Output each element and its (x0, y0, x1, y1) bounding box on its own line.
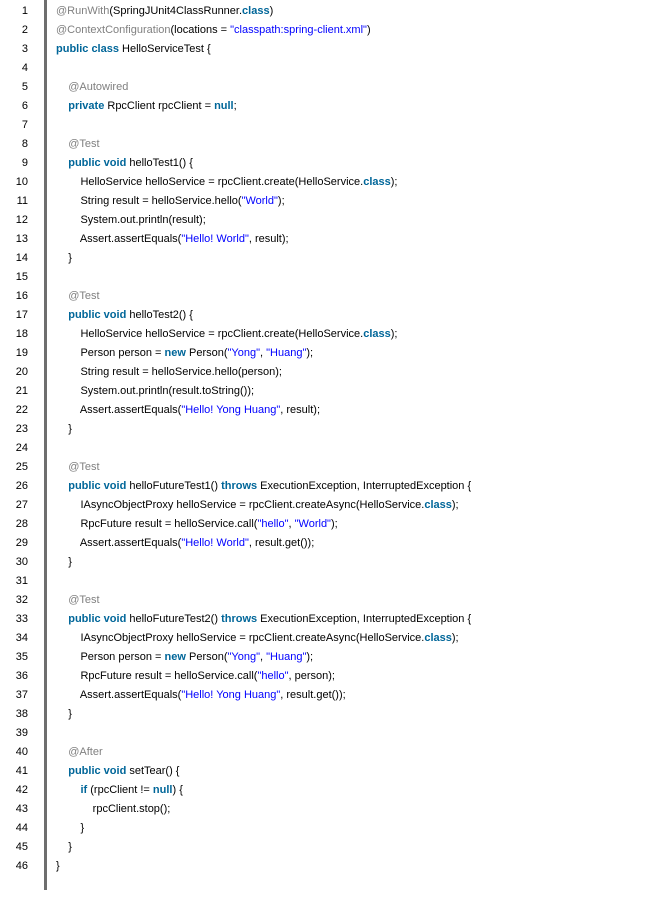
code-token (56, 746, 68, 758)
code-text (56, 762, 179, 781)
line-number: 10 (15, 175, 28, 188)
code-text (56, 2, 273, 21)
code-text (56, 477, 471, 496)
code-token: helloFutureTest2() (126, 613, 222, 626)
line-number: 38 (15, 708, 28, 721)
keyword-token: public void (68, 613, 127, 626)
line-number: 41 (15, 765, 28, 778)
line-number: 29 (15, 537, 28, 550)
code-text (56, 154, 193, 173)
line-number: 34 (15, 632, 28, 645)
code-token: ExecutionException, InterruptedException { (257, 480, 472, 492)
code-token: ); (451, 499, 459, 511)
keyword-token: public void (68, 308, 127, 321)
code-token: } (56, 822, 85, 835)
code-token: ); (330, 518, 338, 530)
code-token: Assert.assertEquals( (56, 403, 182, 416)
code-token: IAsyncObjectProxy helloService = rpcClient.createAsync(HelloService. (56, 499, 425, 511)
code-token: HelloService helloService = rpcClient.create(HelloService. (56, 327, 364, 340)
code-text (56, 800, 170, 819)
code-token: (rpcClient != (87, 784, 153, 797)
line-number: 46 (15, 860, 28, 873)
code-text (56, 610, 471, 629)
code-token: HelloServiceTest { (118, 42, 211, 55)
keyword-token: private (68, 99, 105, 112)
line-number: 31 (15, 575, 28, 588)
string-token: "Hello! Yong Huang" (181, 403, 281, 416)
code-text (56, 420, 72, 439)
code-token: } (56, 841, 72, 854)
code-token: RpcFuture result = helloService.call( (56, 518, 258, 530)
code-text (56, 287, 100, 306)
line-number: 5 (21, 80, 28, 93)
code-text (56, 192, 285, 211)
annotation-token: @Test (68, 137, 100, 150)
keyword-token: public void (68, 765, 127, 778)
code-token: , (288, 518, 295, 530)
code-text (56, 97, 237, 116)
code-text (56, 401, 320, 420)
keyword-token: null (152, 784, 173, 797)
annotation-token: @RunWith (56, 4, 110, 17)
line-number: 40 (15, 746, 28, 759)
line-number: 21 (15, 384, 28, 397)
string-token: "hello" (257, 670, 289, 683)
line-number: 26 (15, 480, 28, 492)
line-number: 28 (15, 518, 28, 530)
code-token: , result.get()); (248, 537, 315, 550)
code-token: } (56, 251, 72, 264)
code-token: ); (390, 327, 398, 340)
code-text (56, 667, 335, 686)
line-number: 22 (15, 403, 28, 416)
keyword-token: public void (68, 156, 127, 169)
code-token: HelloService helloService = rpcClient.create(HelloService. (56, 175, 364, 188)
code-text (56, 686, 346, 705)
code-text (56, 857, 60, 876)
annotation-token: @After (68, 746, 103, 759)
code-text (56, 306, 193, 325)
code-token: } (56, 708, 72, 721)
code-token: helloTest1() { (126, 156, 193, 169)
line-number: 3 (21, 42, 28, 55)
code-token (56, 157, 68, 169)
keyword-token: public void (68, 480, 127, 492)
code-text (56, 819, 84, 838)
code-text (56, 21, 371, 40)
annotation-token: @Autowired (68, 80, 129, 93)
line-number: 42 (15, 784, 28, 797)
string-token: "Yong" (227, 346, 261, 359)
keyword-token: class (363, 327, 391, 340)
code-token: , person); (288, 670, 335, 683)
code-token: (SpringJUnit4ClassRunner. (109, 4, 243, 17)
code-token: , result.get()); (280, 689, 346, 702)
keyword-token: class (363, 175, 391, 188)
code-token (56, 309, 68, 321)
code-token (56, 765, 68, 777)
keyword-token: new (164, 346, 186, 359)
keyword-token: public class (56, 42, 119, 55)
annotation-token: @ContextConfiguration (56, 23, 171, 36)
line-number: 6 (21, 99, 28, 112)
code-token: RpcClient rpcClient = (104, 99, 215, 112)
line-number: 24 (15, 442, 28, 454)
code-token: ) (269, 4, 274, 17)
code-token: Person( (185, 346, 228, 359)
code-token: ); (277, 194, 285, 207)
code-text (56, 135, 100, 154)
code-token: } (56, 556, 72, 569)
code-token (56, 100, 68, 112)
string-token: "World" (294, 518, 331, 530)
code-text (56, 496, 459, 515)
code-token: ; (233, 99, 237, 112)
code-token: Person( (185, 651, 228, 664)
line-number: 8 (21, 137, 28, 150)
code-token: , (260, 651, 267, 664)
line-number: 33 (15, 613, 28, 626)
line-number: 44 (15, 822, 28, 835)
string-token: "hello" (257, 518, 289, 530)
code-text (56, 78, 128, 97)
line-number: 30 (15, 556, 28, 569)
code-text (56, 344, 313, 363)
code-token (56, 480, 68, 492)
line-number: 25 (15, 461, 28, 473)
code-token: helloFutureTest1() (126, 480, 222, 492)
code-text (56, 458, 100, 477)
code-token: RpcFuture result = helloService.call( (56, 670, 258, 683)
code-token: ) { (172, 784, 183, 797)
code-token: ); (306, 651, 314, 664)
line-number: 27 (15, 499, 28, 511)
code-token: System.out.println(result.toString()); (56, 384, 255, 397)
code-text (56, 325, 397, 344)
string-token: "Hello! Yong Huang" (181, 689, 281, 702)
line-number: 43 (15, 803, 28, 816)
line-number: 15 (15, 270, 28, 283)
string-token: "Huang" (266, 346, 307, 359)
code-token (56, 138, 68, 150)
keyword-token: throws (221, 613, 258, 626)
code-text (56, 211, 206, 230)
line-number: 16 (15, 289, 28, 302)
code-text (56, 743, 103, 762)
code-text (56, 230, 289, 249)
keyword-token: new (164, 651, 186, 664)
annotation-token: @Test (68, 461, 100, 473)
code-token: helloTest2() { (126, 308, 193, 321)
line-number: 2 (21, 23, 28, 36)
code-token: String result = helloService.hello( (56, 194, 242, 207)
code-token: , result); (248, 232, 289, 245)
string-token: "Huang" (266, 651, 307, 664)
code-text (56, 382, 254, 401)
code-token (56, 784, 80, 796)
string-token: "Hello! World" (181, 537, 249, 550)
line-number: 1 (21, 4, 28, 17)
code-token: rpcClient.stop(); (56, 803, 171, 816)
code-token: String result = helloService.hello(person); (56, 365, 282, 378)
code-text (56, 363, 282, 382)
code-token: ); (451, 632, 459, 645)
line-number: 7 (21, 118, 28, 131)
code-text (56, 534, 314, 553)
code-text (56, 553, 72, 572)
line-number: 39 (15, 727, 28, 740)
line-number: 37 (15, 689, 28, 702)
code-token: System.out.println(result); (56, 213, 206, 226)
keyword-token: throws (221, 480, 258, 492)
line-number: 17 (15, 308, 28, 321)
code-token: } (56, 422, 72, 435)
keyword-token: class (424, 499, 452, 511)
code-token: ExecutionException, InterruptedException { (257, 613, 472, 626)
keyword-token: class (242, 4, 270, 17)
code-token (56, 290, 68, 302)
code-token: ) (366, 23, 371, 36)
line-number: 13 (15, 232, 28, 245)
code-token: Assert.assertEquals( (56, 689, 182, 702)
code-text (56, 173, 397, 192)
string-token: "Yong" (227, 651, 261, 664)
annotation-token: @Test (68, 594, 100, 607)
line-number: 4 (21, 61, 28, 74)
line-number: 45 (15, 841, 28, 854)
line-number: 14 (15, 251, 28, 264)
code-token: } (56, 860, 60, 873)
code-token (56, 81, 68, 93)
annotation-token: @Test (68, 289, 100, 302)
line-number: 11 (16, 194, 28, 207)
code-text (56, 515, 338, 534)
code-text (56, 705, 72, 724)
code-text (56, 40, 211, 59)
code-token: ); (390, 175, 398, 188)
code-token: IAsyncObjectProxy helloService = rpcClient.createAsync(HelloService. (56, 632, 425, 645)
code-token (56, 594, 68, 606)
code-token: Assert.assertEquals( (56, 232, 182, 245)
line-number: 32 (15, 594, 28, 607)
code-text (56, 629, 459, 648)
string-token: "Hello! World" (181, 232, 249, 245)
keyword-token: if (80, 784, 88, 797)
line-number: 36 (15, 670, 28, 683)
code-token: Person person = (56, 651, 165, 664)
line-number: 9 (21, 156, 28, 169)
code-token: ); (306, 346, 314, 359)
line-number: 20 (15, 365, 28, 378)
code-text (56, 249, 72, 268)
code-text (56, 838, 72, 857)
code-text (56, 781, 183, 800)
code-token: Assert.assertEquals( (56, 537, 182, 550)
code-token: Person person = (56, 346, 165, 359)
code-token (56, 461, 68, 473)
line-number: 23 (15, 422, 28, 435)
code-token: setTear() { (126, 765, 180, 778)
keyword-token: null (214, 99, 234, 112)
line-number: 12 (15, 213, 28, 226)
code-text (56, 591, 100, 610)
code-text (56, 648, 313, 667)
keyword-token: class (424, 632, 452, 645)
code-token: , (260, 346, 267, 359)
line-number: 18 (15, 327, 28, 340)
code-token (56, 613, 68, 625)
string-token: "classpath:spring-client.xml" (230, 23, 367, 36)
code-token: , result); (280, 403, 321, 416)
line-number: 35 (15, 651, 28, 664)
line-number: 19 (15, 346, 28, 359)
code-token: (locations = (170, 23, 231, 36)
string-token: "World" (241, 194, 278, 207)
